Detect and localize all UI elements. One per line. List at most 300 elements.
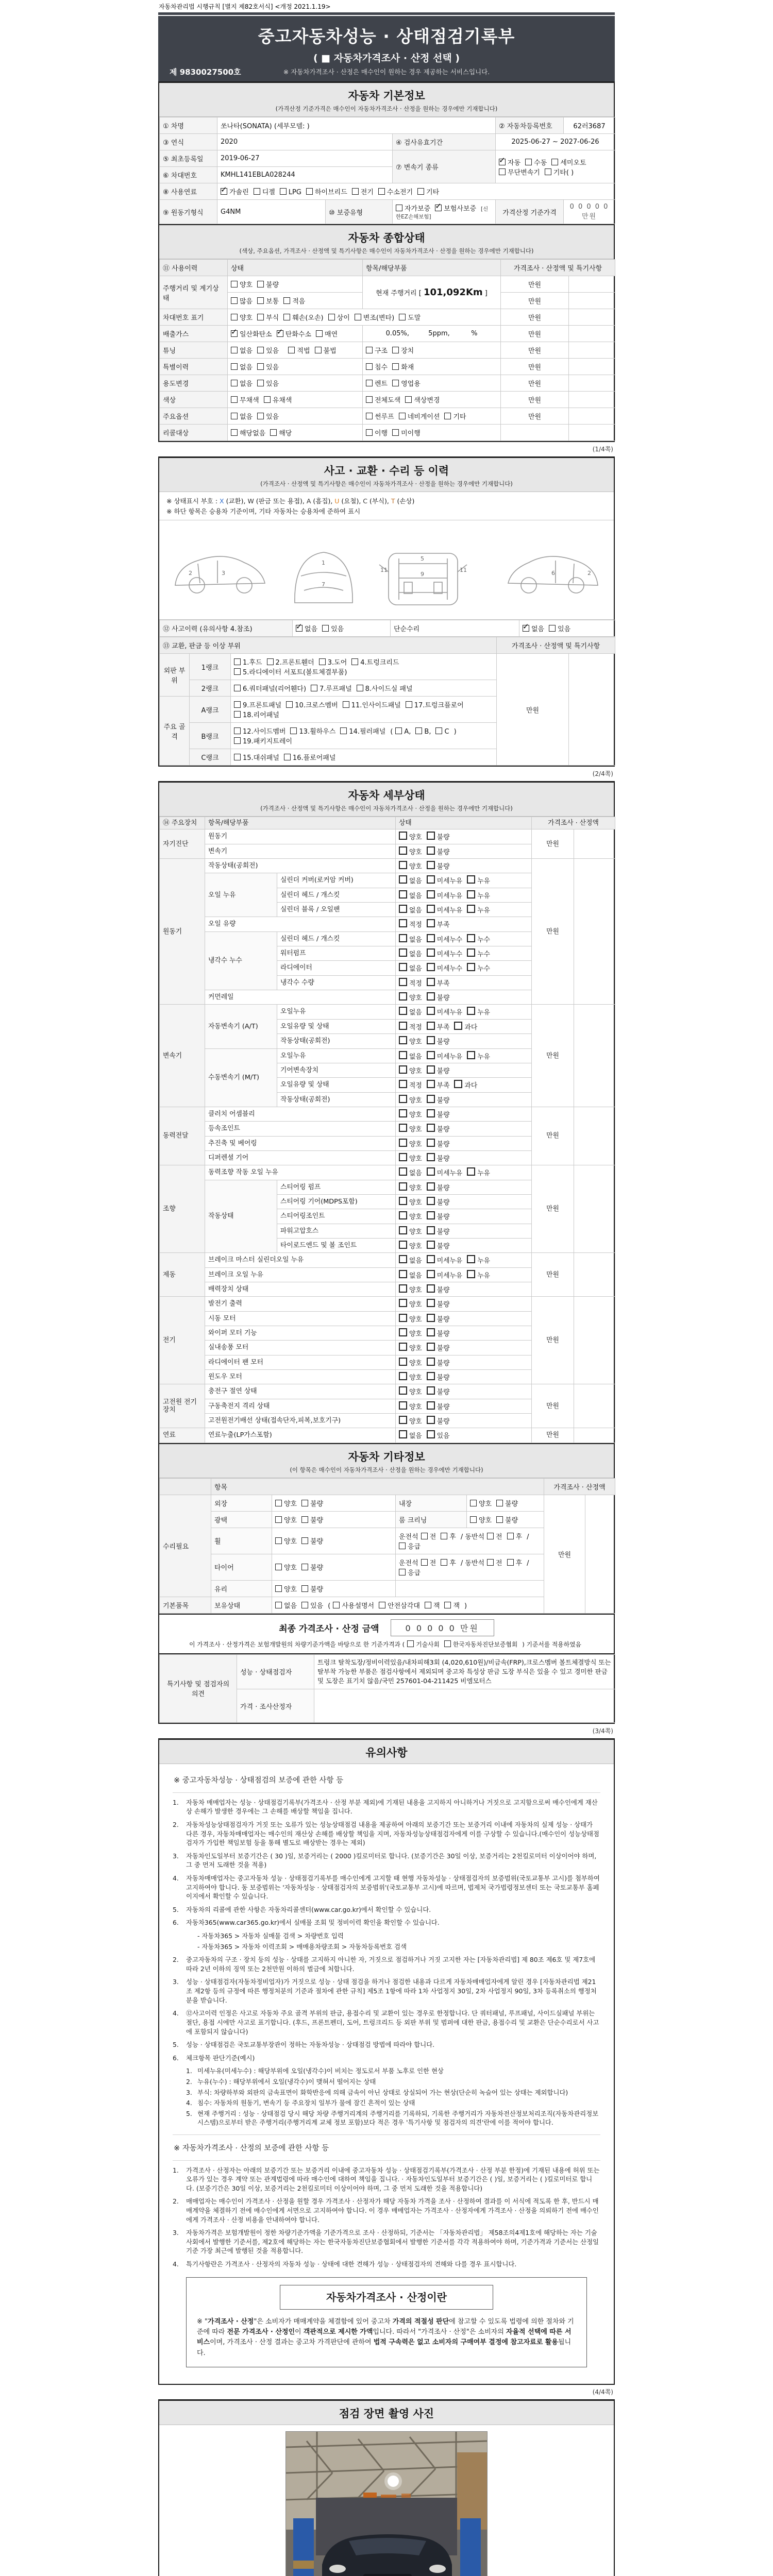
checkbox-option[interactable] bbox=[507, 1557, 523, 1567]
checkbox-option[interactable] bbox=[427, 1430, 450, 1440]
checkbox-icon[interactable] bbox=[427, 1211, 435, 1219]
checkbox-icon[interactable] bbox=[399, 919, 407, 927]
checkbox-option[interactable] bbox=[311, 683, 352, 693]
checkbox-option[interactable] bbox=[549, 623, 570, 633]
checkbox-icon[interactable] bbox=[427, 963, 435, 971]
checkbox-option[interactable] bbox=[399, 1080, 422, 1090]
checkbox-option[interactable] bbox=[427, 1416, 450, 1426]
checkbox-option[interactable] bbox=[343, 700, 401, 709]
checkbox-option[interactable] bbox=[257, 345, 279, 355]
checkbox-icon[interactable] bbox=[399, 1314, 407, 1322]
checkbox-icon[interactable] bbox=[487, 1533, 494, 1539]
checkbox-icon[interactable] bbox=[231, 347, 238, 353]
checkbox-option[interactable] bbox=[301, 1498, 323, 1508]
checkbox-option[interactable] bbox=[407, 1640, 440, 1649]
checkbox-icon[interactable] bbox=[441, 1559, 447, 1566]
checkbox-icon[interactable] bbox=[286, 701, 293, 708]
checkbox-icon[interactable] bbox=[427, 934, 435, 942]
checkbox-icon[interactable] bbox=[399, 1080, 407, 1088]
checkbox-option[interactable] bbox=[427, 1343, 450, 1352]
checkbox-option[interactable] bbox=[427, 1182, 450, 1192]
checkbox-option[interactable] bbox=[264, 395, 292, 404]
checkbox-option[interactable] bbox=[427, 1197, 450, 1207]
checkbox-icon[interactable] bbox=[467, 963, 475, 971]
checkbox-icon[interactable] bbox=[549, 625, 556, 632]
checkbox-icon[interactable] bbox=[231, 413, 238, 419]
checkbox-icon[interactable] bbox=[301, 1500, 308, 1506]
checkbox-icon[interactable] bbox=[427, 1284, 435, 1293]
checkbox-icon[interactable] bbox=[399, 1109, 407, 1117]
checkbox-option[interactable] bbox=[427, 1167, 462, 1177]
checkbox-option[interactable] bbox=[283, 312, 323, 322]
checkbox-icon[interactable] bbox=[399, 1022, 407, 1030]
checkbox-icon[interactable] bbox=[340, 727, 347, 734]
checkbox-option[interactable] bbox=[487, 1531, 502, 1541]
checkbox-icon[interactable] bbox=[399, 1430, 407, 1438]
checkbox-icon[interactable] bbox=[316, 330, 323, 337]
checkbox-option[interactable] bbox=[427, 1109, 450, 1119]
checkbox-option[interactable] bbox=[427, 1255, 462, 1265]
checkbox-icon[interactable] bbox=[275, 1585, 282, 1592]
checkbox-option[interactable] bbox=[399, 875, 422, 885]
checkbox-option[interactable] bbox=[366, 411, 394, 421]
checkbox-option[interactable] bbox=[427, 948, 462, 958]
checkbox-option[interactable] bbox=[523, 623, 544, 633]
checkbox-icon[interactable] bbox=[234, 737, 241, 744]
checkbox-option[interactable] bbox=[399, 1284, 422, 1294]
checkbox-option[interactable] bbox=[470, 1515, 492, 1524]
checkbox-option[interactable] bbox=[399, 1401, 422, 1411]
checkbox-option[interactable] bbox=[231, 279, 253, 289]
checkbox-icon[interactable] bbox=[399, 1270, 407, 1278]
checkbox-icon[interactable] bbox=[257, 380, 264, 386]
checkbox-icon[interactable] bbox=[399, 846, 407, 855]
checkbox-icon[interactable] bbox=[496, 1516, 503, 1523]
checkbox-icon[interactable] bbox=[435, 205, 442, 211]
checkbox-option[interactable] bbox=[275, 1536, 297, 1546]
checkbox-option[interactable] bbox=[319, 657, 347, 667]
checkbox-icon[interactable] bbox=[427, 1036, 435, 1044]
checkbox-option[interactable] bbox=[231, 312, 253, 322]
checkbox-option[interactable] bbox=[231, 345, 253, 355]
checkbox-icon[interactable] bbox=[427, 1299, 435, 1307]
checkbox-icon[interactable] bbox=[427, 1197, 435, 1205]
checkbox-option[interactable] bbox=[234, 700, 281, 709]
checkbox-option[interactable] bbox=[234, 709, 279, 719]
checkbox-option[interactable] bbox=[355, 312, 394, 322]
checkbox-icon[interactable] bbox=[551, 159, 558, 165]
checkbox-icon[interactable] bbox=[399, 1051, 407, 1059]
checkbox-icon[interactable] bbox=[427, 846, 435, 855]
checkbox-icon[interactable] bbox=[322, 625, 329, 632]
checkbox-option[interactable] bbox=[487, 1557, 502, 1567]
checkbox-icon[interactable] bbox=[264, 396, 271, 403]
checkbox-icon[interactable] bbox=[234, 685, 241, 691]
checkbox-option[interactable] bbox=[340, 726, 385, 736]
checkbox-option[interactable] bbox=[417, 187, 439, 196]
checkbox-option[interactable] bbox=[427, 1270, 462, 1280]
checkbox-icon[interactable] bbox=[427, 905, 435, 913]
checkbox-icon[interactable] bbox=[425, 1602, 431, 1608]
checkbox-icon[interactable] bbox=[444, 413, 451, 419]
checkbox-icon[interactable] bbox=[427, 1314, 435, 1322]
checkbox-icon[interactable] bbox=[392, 380, 399, 386]
checkbox-option[interactable] bbox=[231, 329, 272, 338]
checkbox-icon[interactable] bbox=[399, 1197, 407, 1205]
checkbox-option[interactable] bbox=[427, 1065, 450, 1075]
checkbox-icon[interactable] bbox=[357, 685, 363, 691]
checkbox-icon[interactable] bbox=[284, 754, 291, 760]
checkbox-option[interactable] bbox=[301, 1584, 323, 1594]
checkbox-icon[interactable] bbox=[406, 701, 412, 708]
checkbox-icon[interactable] bbox=[421, 1559, 428, 1566]
checkbox-option[interactable] bbox=[399, 1211, 422, 1221]
checkbox-option[interactable] bbox=[328, 312, 350, 322]
checkbox-icon[interactable] bbox=[487, 1559, 494, 1566]
checkbox-option[interactable] bbox=[231, 296, 253, 306]
checkbox-option[interactable] bbox=[301, 1515, 323, 1524]
checkbox-option[interactable] bbox=[421, 1557, 436, 1567]
checkbox-option[interactable] bbox=[427, 1284, 450, 1294]
checkbox-option[interactable] bbox=[467, 948, 490, 958]
checkbox-option[interactable] bbox=[427, 875, 462, 885]
checkbox-icon[interactable] bbox=[399, 1543, 406, 1549]
checkbox-icon[interactable] bbox=[343, 701, 349, 708]
checkbox-option[interactable] bbox=[296, 623, 317, 633]
checkbox-icon[interactable] bbox=[427, 919, 435, 927]
checkbox-icon[interactable] bbox=[427, 1051, 435, 1059]
checkbox-option[interactable] bbox=[315, 345, 337, 355]
checkbox-option[interactable] bbox=[396, 203, 430, 213]
checkbox-option[interactable] bbox=[316, 329, 338, 338]
checkbox-option[interactable] bbox=[499, 157, 520, 167]
checkbox-option[interactable] bbox=[427, 1401, 450, 1411]
checkbox-icon[interactable] bbox=[399, 1401, 407, 1410]
checkbox-option[interactable] bbox=[496, 1498, 518, 1508]
checkbox-option[interactable] bbox=[399, 919, 422, 929]
checkbox-option[interactable] bbox=[525, 157, 547, 167]
checkbox-icon[interactable] bbox=[499, 159, 506, 165]
checkbox-icon[interactable] bbox=[399, 832, 407, 840]
checkbox-option[interactable] bbox=[399, 1299, 422, 1309]
checkbox-option[interactable] bbox=[421, 1531, 436, 1541]
checkbox-icon[interactable] bbox=[427, 1328, 435, 1336]
checkbox-icon[interactable] bbox=[267, 658, 274, 665]
checkbox-option[interactable] bbox=[499, 167, 540, 177]
checkbox-option[interactable] bbox=[427, 1299, 450, 1309]
checkbox-icon[interactable] bbox=[499, 168, 506, 175]
checkbox-icon[interactable] bbox=[427, 1139, 435, 1147]
checkbox-option[interactable] bbox=[425, 1600, 440, 1610]
checkbox-option[interactable] bbox=[441, 1531, 456, 1541]
checkbox-option[interactable] bbox=[399, 1007, 422, 1016]
checkbox-option[interactable] bbox=[454, 1080, 477, 1090]
checkbox-option[interactable] bbox=[470, 1498, 492, 1508]
checkbox-icon[interactable] bbox=[366, 380, 373, 386]
checkbox-option[interactable] bbox=[467, 963, 490, 973]
checkbox-option[interactable] bbox=[427, 1314, 450, 1324]
checkbox-option[interactable] bbox=[275, 1584, 297, 1594]
checkbox-option[interactable] bbox=[392, 345, 414, 355]
checkbox-icon[interactable] bbox=[399, 978, 407, 986]
checkbox-option[interactable] bbox=[454, 1022, 477, 1031]
checkbox-option[interactable] bbox=[399, 411, 440, 421]
checkbox-option[interactable] bbox=[427, 905, 462, 914]
checkbox-option[interactable] bbox=[399, 1270, 422, 1280]
checkbox-option[interactable] bbox=[379, 1600, 420, 1610]
checkbox-option[interactable] bbox=[366, 345, 388, 355]
checkbox-icon[interactable] bbox=[525, 159, 532, 165]
checkbox-icon[interactable] bbox=[231, 429, 238, 436]
checkbox-icon[interactable] bbox=[427, 992, 435, 1001]
checkbox-icon[interactable] bbox=[366, 396, 373, 403]
checkbox-option[interactable] bbox=[427, 963, 462, 973]
checkbox-icon[interactable] bbox=[399, 1182, 407, 1191]
checkbox-icon[interactable] bbox=[427, 861, 435, 869]
checkbox-option[interactable] bbox=[427, 846, 450, 856]
checkbox-icon[interactable] bbox=[427, 1167, 435, 1176]
checkbox-icon[interactable] bbox=[545, 168, 551, 175]
checkbox-option[interactable] bbox=[392, 378, 421, 388]
checkbox-icon[interactable] bbox=[290, 727, 297, 734]
checkbox-icon[interactable] bbox=[427, 1080, 435, 1088]
checkbox-icon[interactable] bbox=[399, 1095, 407, 1103]
checkbox-option[interactable] bbox=[399, 1314, 422, 1324]
checkbox-icon[interactable] bbox=[427, 1153, 435, 1161]
checkbox-option[interactable] bbox=[427, 934, 462, 944]
checkbox-icon[interactable] bbox=[523, 625, 529, 632]
checkbox-option[interactable] bbox=[234, 736, 292, 745]
checkbox-icon[interactable] bbox=[275, 1500, 282, 1506]
checkbox-icon[interactable] bbox=[396, 205, 402, 211]
checkbox-icon[interactable] bbox=[427, 875, 435, 884]
checkbox-icon[interactable] bbox=[288, 347, 295, 353]
checkbox-option[interactable] bbox=[399, 1541, 421, 1551]
checkbox-icon[interactable] bbox=[467, 890, 475, 899]
checkbox-icon[interactable] bbox=[366, 429, 373, 436]
checkbox-icon[interactable] bbox=[392, 347, 399, 353]
checkbox-option[interactable] bbox=[399, 978, 422, 988]
checkbox-option[interactable] bbox=[257, 362, 279, 371]
checkbox-icon[interactable] bbox=[231, 380, 238, 386]
checkbox-icon[interactable] bbox=[427, 890, 435, 899]
checkbox-option[interactable] bbox=[275, 1498, 297, 1508]
checkbox-option[interactable] bbox=[435, 727, 449, 736]
checkbox-icon[interactable] bbox=[454, 1080, 462, 1088]
checkbox-icon[interactable] bbox=[395, 727, 402, 734]
checkbox-icon[interactable] bbox=[441, 1533, 447, 1539]
checkbox-icon[interactable] bbox=[275, 1602, 282, 1608]
checkbox-icon[interactable] bbox=[467, 934, 475, 942]
checkbox-option[interactable] bbox=[427, 1153, 450, 1163]
checkbox-option[interactable] bbox=[301, 1536, 323, 1546]
checkbox-option[interactable] bbox=[467, 1270, 490, 1280]
checkbox-option[interactable] bbox=[399, 1065, 422, 1075]
checkbox-option[interactable] bbox=[427, 1124, 450, 1133]
checkbox-option[interactable] bbox=[257, 411, 279, 421]
checkbox-option[interactable] bbox=[399, 1430, 422, 1440]
checkbox-option[interactable] bbox=[288, 345, 310, 355]
checkbox-option[interactable] bbox=[406, 700, 464, 709]
checkbox-option[interactable] bbox=[467, 905, 490, 914]
checkbox-icon[interactable] bbox=[427, 1358, 435, 1366]
checkbox-icon[interactable] bbox=[306, 188, 313, 195]
checkbox-icon[interactable] bbox=[234, 701, 241, 708]
checkbox-icon[interactable] bbox=[301, 1516, 308, 1523]
checkbox-icon[interactable] bbox=[399, 963, 407, 971]
checkbox-icon[interactable] bbox=[399, 1569, 406, 1575]
checkbox-option[interactable] bbox=[415, 727, 431, 736]
checkbox-icon[interactable] bbox=[234, 668, 241, 675]
checkbox-icon[interactable] bbox=[352, 188, 359, 195]
checkbox-icon[interactable] bbox=[399, 905, 407, 913]
checkbox-option[interactable] bbox=[231, 428, 265, 437]
checkbox-icon[interactable] bbox=[467, 875, 475, 884]
checkbox-option[interactable] bbox=[234, 657, 262, 667]
checkbox-icon[interactable] bbox=[427, 1095, 435, 1103]
checkbox-option[interactable] bbox=[231, 395, 259, 404]
checkbox-icon[interactable] bbox=[470, 1516, 477, 1523]
checkbox-option[interactable] bbox=[283, 296, 305, 306]
checkbox-option[interactable] bbox=[280, 188, 301, 196]
checkbox-icon[interactable] bbox=[283, 314, 290, 320]
checkbox-icon[interactable] bbox=[296, 625, 303, 632]
checkbox-option[interactable] bbox=[551, 157, 586, 167]
checkbox-option[interactable] bbox=[275, 1562, 297, 1572]
checkbox-option[interactable] bbox=[277, 329, 311, 338]
checkbox-option[interactable] bbox=[399, 1241, 422, 1250]
checkbox-icon[interactable] bbox=[301, 1585, 308, 1592]
checkbox-icon[interactable] bbox=[427, 1255, 435, 1263]
checkbox-icon[interactable] bbox=[421, 1533, 428, 1539]
checkbox-option[interactable] bbox=[467, 934, 490, 944]
checkbox-option[interactable] bbox=[427, 1022, 450, 1031]
checkbox-icon[interactable] bbox=[427, 1124, 435, 1132]
checkbox-option[interactable] bbox=[284, 752, 335, 762]
checkbox-icon[interactable] bbox=[301, 1602, 308, 1608]
checkbox-icon[interactable] bbox=[366, 413, 373, 419]
checkbox-icon[interactable] bbox=[221, 188, 227, 195]
checkbox-icon[interactable] bbox=[427, 832, 435, 840]
checkbox-icon[interactable] bbox=[427, 978, 435, 986]
checkbox-option[interactable] bbox=[444, 1640, 517, 1649]
checkbox-icon[interactable] bbox=[399, 1036, 407, 1044]
checkbox-option[interactable] bbox=[399, 1416, 422, 1426]
checkbox-option[interactable] bbox=[467, 890, 490, 900]
checkbox-option[interactable] bbox=[405, 395, 440, 404]
checkbox-icon[interactable] bbox=[275, 1537, 282, 1544]
checkbox-icon[interactable] bbox=[328, 314, 335, 320]
checkbox-option[interactable] bbox=[496, 1515, 518, 1524]
checkbox-option[interactable] bbox=[399, 890, 422, 900]
checkbox-icon[interactable] bbox=[234, 658, 241, 665]
checkbox-option[interactable] bbox=[270, 428, 292, 437]
checkbox-icon[interactable] bbox=[254, 188, 260, 195]
checkbox-icon[interactable] bbox=[399, 1386, 407, 1395]
checkbox-option[interactable] bbox=[366, 378, 388, 388]
checkbox-icon[interactable] bbox=[399, 1299, 407, 1307]
checkbox-option[interactable] bbox=[357, 683, 413, 693]
checkbox-option[interactable] bbox=[399, 1051, 422, 1061]
checkbox-icon[interactable] bbox=[507, 1559, 514, 1566]
checkbox-option[interactable] bbox=[427, 1051, 462, 1061]
checkbox-icon[interactable] bbox=[427, 1386, 435, 1395]
checkbox-icon[interactable] bbox=[496, 1500, 503, 1506]
checkbox-option[interactable] bbox=[306, 187, 347, 196]
checkbox-icon[interactable] bbox=[277, 330, 283, 337]
checkbox-icon[interactable] bbox=[399, 1153, 407, 1161]
checkbox-icon[interactable] bbox=[355, 314, 361, 320]
checkbox-icon[interactable] bbox=[283, 297, 290, 304]
checkbox-icon[interactable] bbox=[366, 363, 373, 370]
checkbox-icon[interactable] bbox=[399, 413, 406, 419]
checkbox-icon[interactable] bbox=[427, 1416, 435, 1424]
checkbox-option[interactable] bbox=[257, 279, 279, 289]
checkbox-option[interactable] bbox=[427, 1095, 450, 1105]
checkbox-icon[interactable] bbox=[399, 1241, 407, 1249]
checkbox-option[interactable] bbox=[427, 992, 450, 1002]
checkbox-icon[interactable] bbox=[407, 1640, 414, 1647]
checkbox-option[interactable] bbox=[427, 1211, 450, 1221]
checkbox-option[interactable] bbox=[467, 1167, 490, 1177]
checkbox-option[interactable] bbox=[427, 832, 450, 841]
checkbox-icon[interactable] bbox=[399, 934, 407, 942]
checkbox-icon[interactable] bbox=[467, 1007, 475, 1015]
checkbox-icon[interactable] bbox=[257, 347, 264, 353]
checkbox-option[interactable] bbox=[399, 1022, 422, 1031]
checkbox-icon[interactable] bbox=[399, 1255, 407, 1263]
checkbox-option[interactable] bbox=[301, 1600, 323, 1610]
checkbox-option[interactable] bbox=[392, 428, 421, 437]
checkbox-option[interactable] bbox=[441, 1557, 456, 1567]
checkbox-option[interactable] bbox=[366, 428, 388, 437]
checkbox-option[interactable] bbox=[221, 187, 249, 196]
checkbox-option[interactable] bbox=[366, 362, 388, 371]
checkbox-icon[interactable] bbox=[378, 188, 385, 195]
checkbox-icon[interactable] bbox=[427, 1226, 435, 1234]
checkbox-option[interactable] bbox=[427, 861, 450, 871]
checkbox-icon[interactable] bbox=[427, 1241, 435, 1249]
checkbox-option[interactable] bbox=[333, 1600, 374, 1610]
checkbox-option[interactable] bbox=[399, 934, 422, 944]
checkbox-icon[interactable] bbox=[257, 281, 264, 287]
checkbox-icon[interactable] bbox=[231, 297, 238, 304]
checkbox-icon[interactable] bbox=[427, 1343, 435, 1351]
checkbox-option[interactable] bbox=[427, 1328, 450, 1338]
checkbox-icon[interactable] bbox=[315, 347, 322, 353]
checkbox-icon[interactable] bbox=[234, 754, 241, 760]
checkbox-option[interactable] bbox=[427, 978, 450, 988]
checkbox-icon[interactable] bbox=[280, 188, 287, 195]
checkbox-icon[interactable] bbox=[231, 281, 238, 287]
checkbox-option[interactable] bbox=[395, 727, 411, 736]
checkbox-icon[interactable] bbox=[444, 1602, 451, 1608]
checkbox-option[interactable] bbox=[444, 411, 466, 421]
checkbox-icon[interactable] bbox=[399, 1226, 407, 1234]
checkbox-icon[interactable] bbox=[467, 1167, 475, 1176]
checkbox-option[interactable] bbox=[467, 875, 490, 885]
checkbox-option[interactable] bbox=[267, 657, 314, 667]
checkbox-option[interactable] bbox=[427, 1241, 450, 1250]
checkbox-option[interactable] bbox=[378, 187, 413, 196]
checkbox-option[interactable] bbox=[234, 752, 279, 762]
checkbox-icon[interactable] bbox=[417, 188, 424, 195]
checkbox-option[interactable] bbox=[257, 378, 279, 388]
checkbox-option[interactable] bbox=[399, 1386, 422, 1396]
checkbox-option[interactable] bbox=[399, 846, 422, 856]
checkbox-icon[interactable] bbox=[427, 1372, 435, 1380]
checkbox-icon[interactable] bbox=[435, 727, 442, 734]
